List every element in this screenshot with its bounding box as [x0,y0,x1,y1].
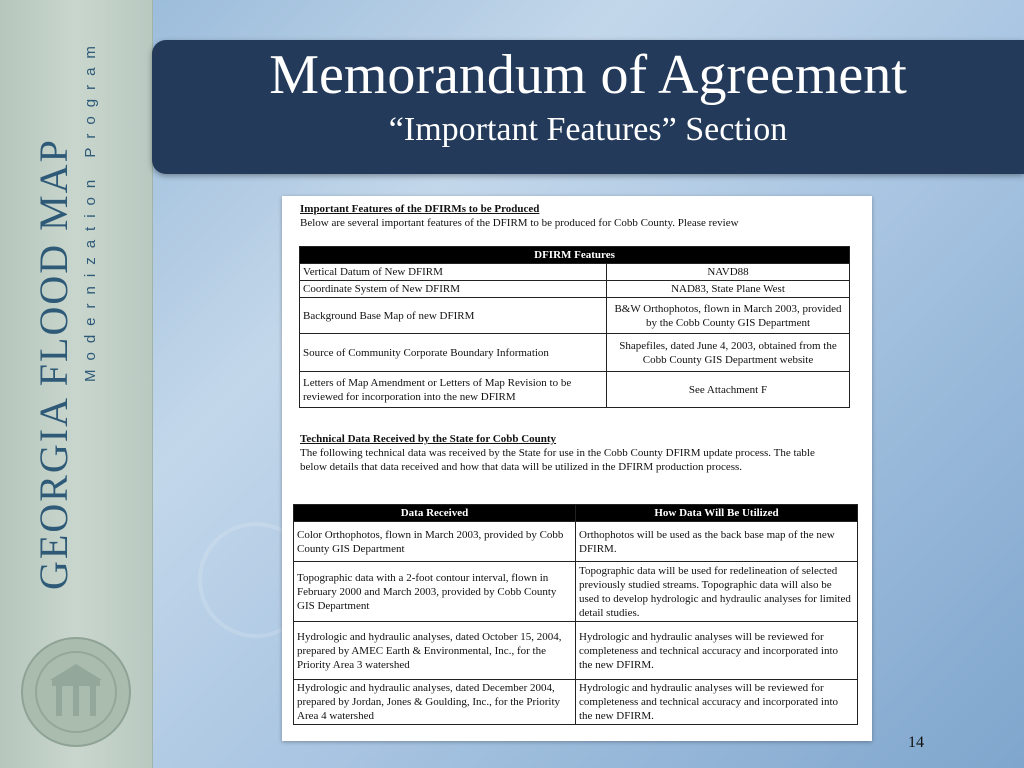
data-utilized-header: How Data Will Be Utilized [576,505,858,522]
program-text: Modernization Program [82,37,99,382]
table-row [300,372,850,408]
dfirm-features-table [299,246,850,408]
table-row [294,680,858,725]
data-use-cell: Hydrologic and hydraulic analyses will be reviewed for completeness and technical accuracy and incorporated into the new DFIRM. [576,680,858,725]
section1-intro: Below are several important features of the DFIRM to be produced for Cobb County. Please review [300,217,739,229]
table-row [300,298,850,334]
technical-data-table [293,504,858,725]
data-received-cell: Hydrologic and hydraulic analyses, dated December 2004, prepared by Jordan, Jones & Goulding, Inc., for the Priority Area 4 watershed [294,680,576,725]
data-received-cell: Topographic data with a 2-foot contour interval, flown in February 2000 and March 2003, provided by Cobb County GIS Department [294,562,576,622]
table-row [294,622,858,680]
data-use-cell: Hydrologic and hydraulic analyses will be reviewed for completeness and technical accuracy and incorporated into the new DFIRM. [576,622,858,680]
table-row [294,562,858,622]
slide-title: Memorandum of Agreement [269,44,907,106]
title-bar [152,40,1024,174]
table-row [300,264,850,281]
data-received-cell: Hydrologic and hydraulic analyses, dated October 15, 2004, prepared by AMEC Earth & Environmental, Inc., for the Priority Area 3 watershed [294,622,576,680]
section2-heading: Technical Data Received by the State for Cobb County [300,433,557,445]
brand-text: GEORGIA FLOOD MAP [31,138,76,590]
feature-cell: Coordinate System of New DFIRM [300,281,607,298]
table-row [300,334,850,372]
value-cell: See Attachment F [607,372,850,408]
value-cell: B&W Orthophotos, flown in March 2003, provided by the Cobb County GIS Department [607,298,850,334]
value-cell: Shapefiles, dated June 4, 2003, obtained from the Cobb County GIS Department website [607,334,850,372]
feature-cell: Background Base Map of new DFIRM [300,298,607,334]
slide-subtitle: “Important Features” Section [388,111,788,148]
value-cell: NAD83, State Plane West [607,281,850,298]
document-image [282,196,872,741]
data-use-cell: Topographic data will be used for redelineation of selected previously studied streams. Topographic data will also be used to develop hydrologic and hydraulic analyses for limited detail studies. [576,562,858,622]
page-number: 14 [908,734,924,751]
data-received-header: Data Received [294,505,576,522]
sidebar [0,0,153,768]
data-received-cell: Color Orthophotos, flown in March 2003, provided by Cobb County GIS Department [294,522,576,562]
feature-cell: Vertical Datum of New DFIRM [300,264,607,281]
section1-heading: Important Features of the DFIRMs to be Produced [300,203,540,215]
feature-cell: Source of Community Corporate Boundary Information [300,334,607,372]
feature-cell: Letters of Map Amendment or Letters of Map Revision to be reviewed for incorporation into the new DFIRM [300,372,607,408]
state-seal-icon [20,636,132,748]
dfirm-features-header: DFIRM Features [300,247,850,264]
section2-intro: The following technical data was received by the State for use in the Cobb County DFIRM update process. The table below details that data received and how that data will be utilized in the DFIRM production process. [300,447,815,473]
data-use-cell: Orthophotos will be used as the back base map of the new DFIRM. [576,522,858,562]
table-row [294,522,858,562]
table-row [300,281,850,298]
value-cell: NAVD88 [607,264,850,281]
